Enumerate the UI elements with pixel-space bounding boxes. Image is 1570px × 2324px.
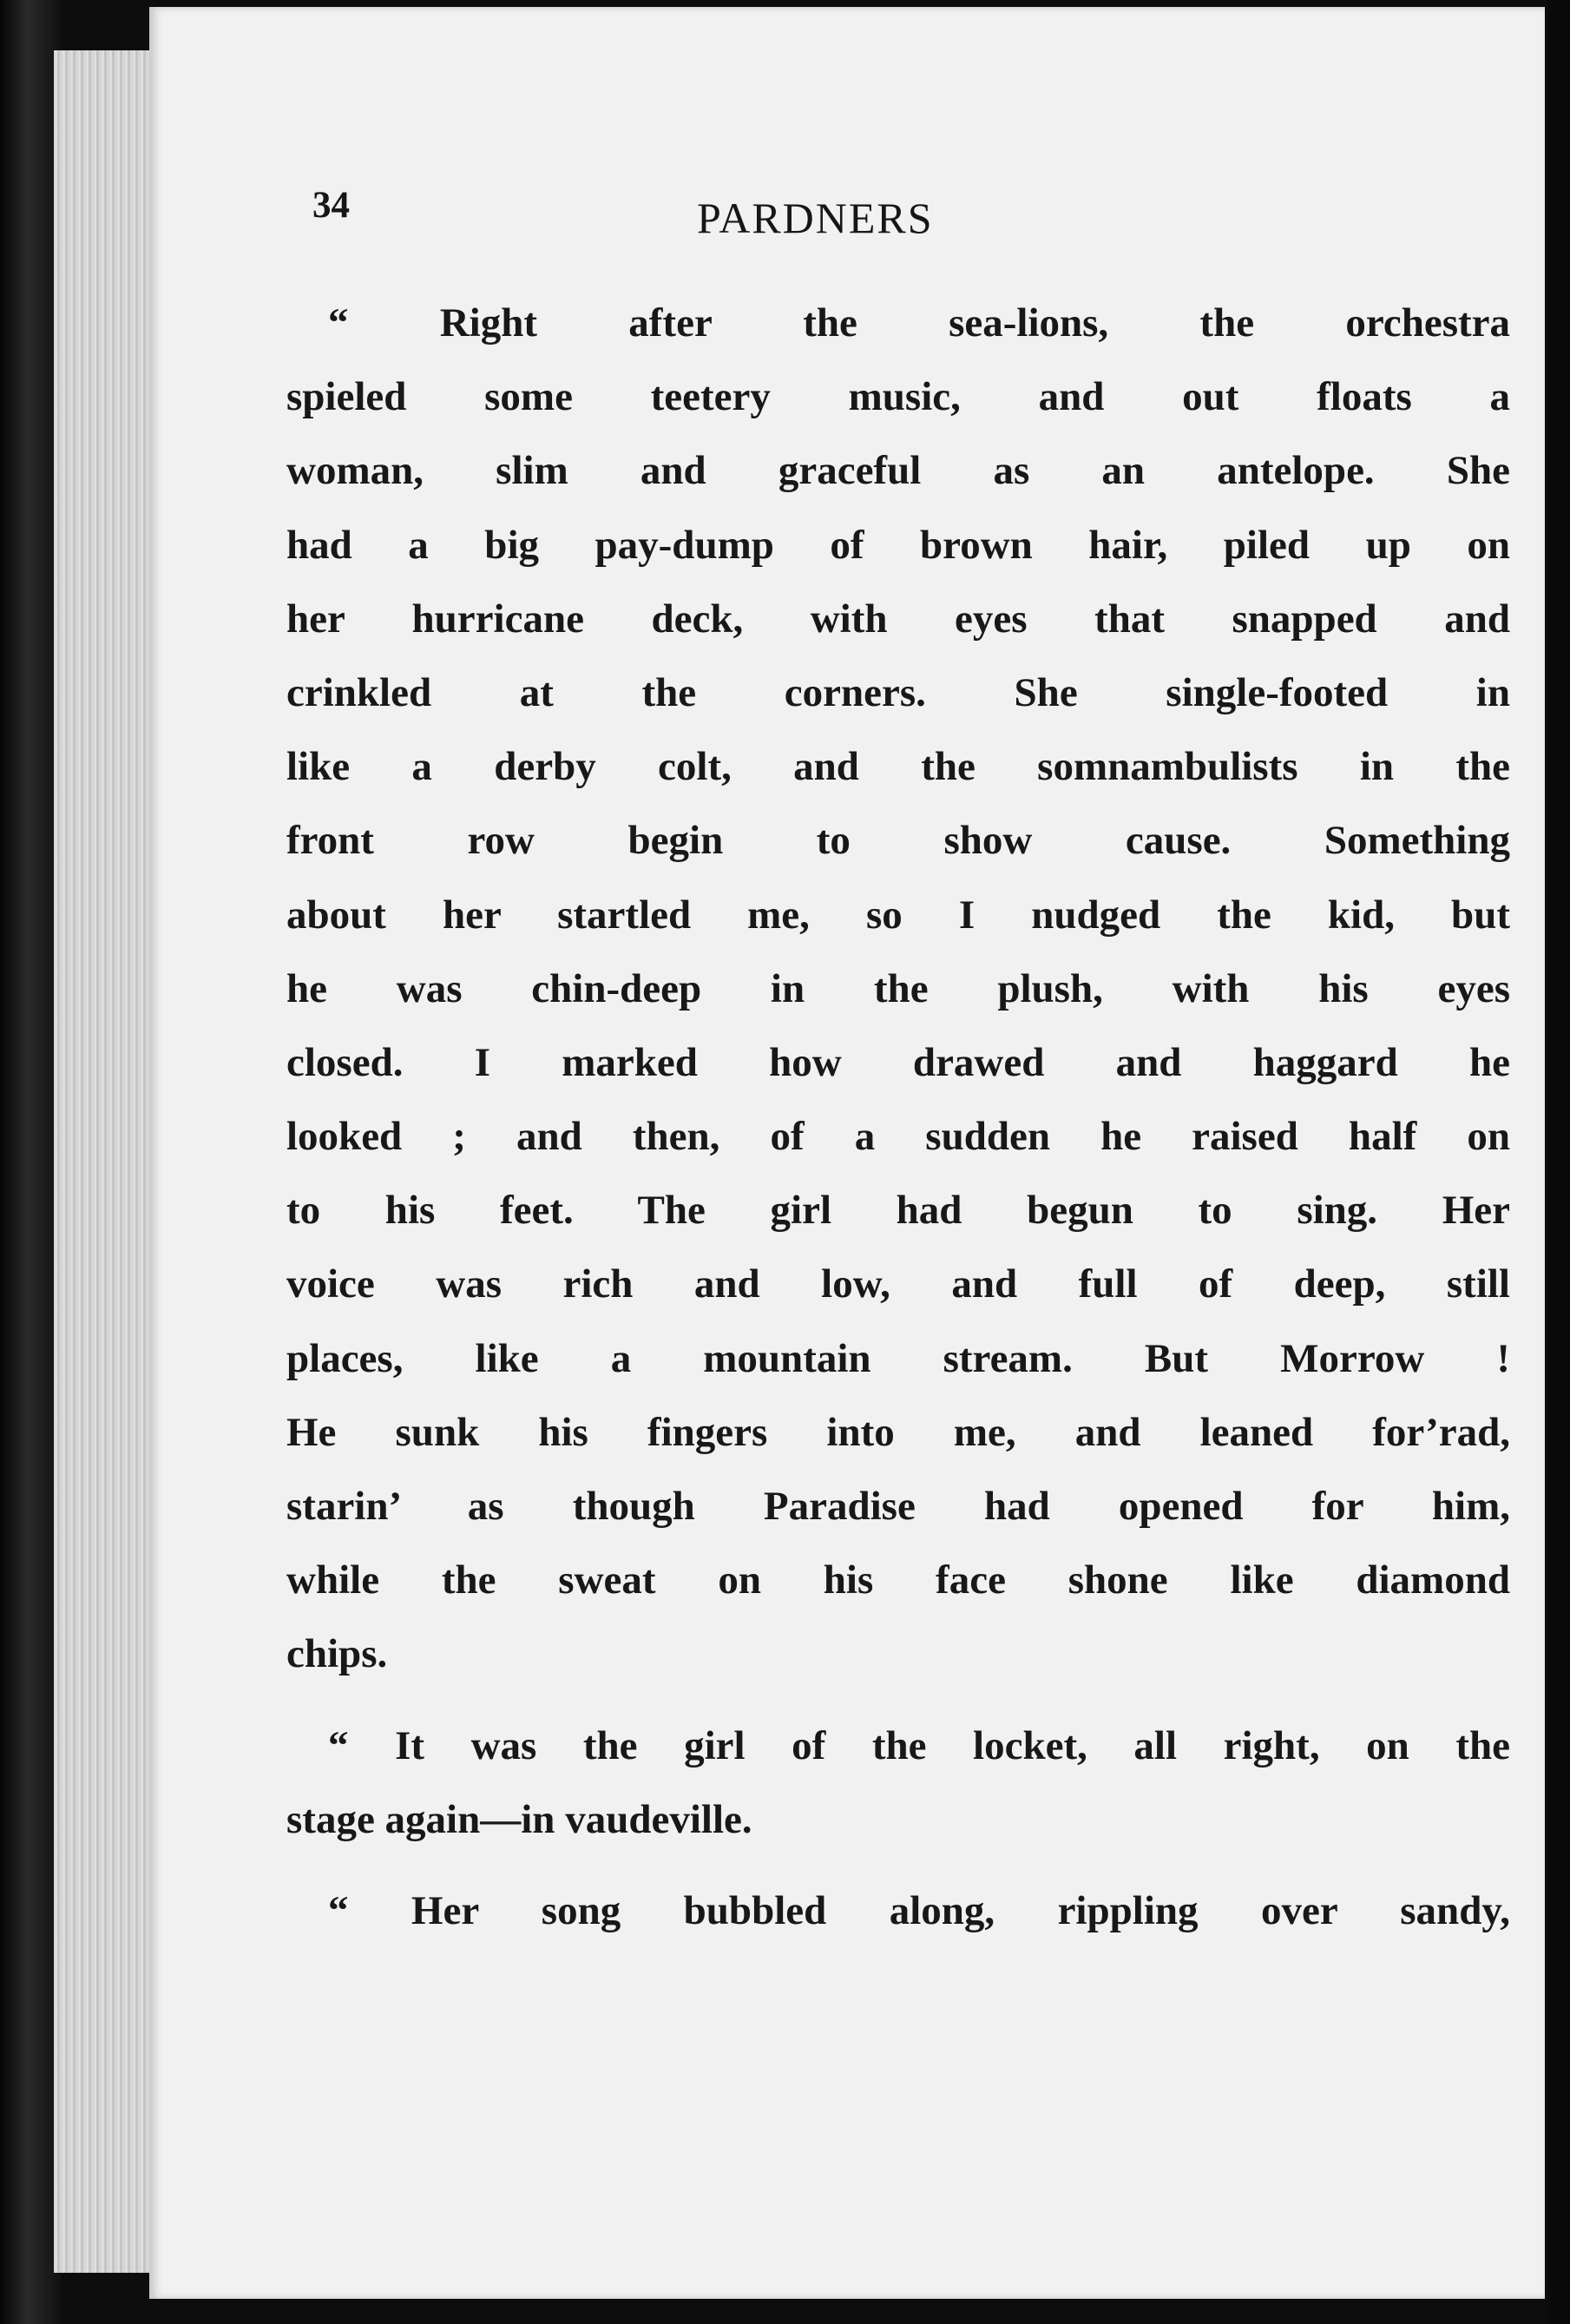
text-line: voice was rich and low, and full of deep, still	[286, 1261, 1510, 1307]
text-line: chips.	[286, 1631, 388, 1677]
text-line: had a big pay-dump of brown hair, piled up on	[286, 522, 1510, 568]
text-line: to his feet. The girl had begun to sing. Her	[286, 1188, 1510, 1234]
text-line: stage again—in vaudeville.	[286, 1796, 752, 1842]
paragraph-gap	[286, 1692, 1510, 1709]
text-line: like a derby colt, and the somnambulists in the	[286, 744, 1510, 790]
text-line: looked ; and then, of a sudden he raised half on	[286, 1114, 1510, 1160]
text-line: starin’ as though Paradise had opened for him,	[286, 1484, 1510, 1529]
text-line: spieled some teetery music, and out floats a	[286, 374, 1510, 420]
running-head-title: PARDNERS	[697, 194, 934, 242]
text-line: He sunk his fingers into me, and leaned for’rad,	[286, 1409, 1510, 1455]
text-line: “ Her song bubbled along, rippling over sandy,	[328, 1887, 1510, 1933]
text-line: closed. I marked how drawed and haggard he	[286, 1039, 1510, 1085]
text-line: woman, slim and graceful as an antelope. She	[286, 448, 1510, 494]
page-number: 34	[312, 185, 350, 226]
text-line: “ It was the girl of the locket, all right, on the	[328, 1722, 1510, 1768]
paragraph-gap	[286, 1857, 1510, 1874]
text-line: about her startled me, so I nudged the kid, but	[286, 892, 1510, 938]
page-header	[312, 184, 1198, 245]
text-line: while the sweat on his face shone like diamond	[286, 1557, 1510, 1603]
scan-right-border	[1547, 0, 1570, 2324]
text-line: he was chin-deep in the plush, with his eyes	[286, 965, 1510, 1011]
text-line: her hurricane deck, with eyes that snapped and	[286, 596, 1510, 642]
text-line: crinkled at the corners. She single-footed in	[286, 669, 1510, 715]
text-line: front row begin to show cause. Something	[286, 818, 1510, 864]
text-line: places, like a mountain stream. But Morrow !	[286, 1335, 1510, 1381]
text-line: “ Right after the sea-lions, the orchestra	[328, 300, 1510, 346]
scan-left-border	[0, 0, 61, 2324]
body-text	[286, 286, 1510, 1948]
